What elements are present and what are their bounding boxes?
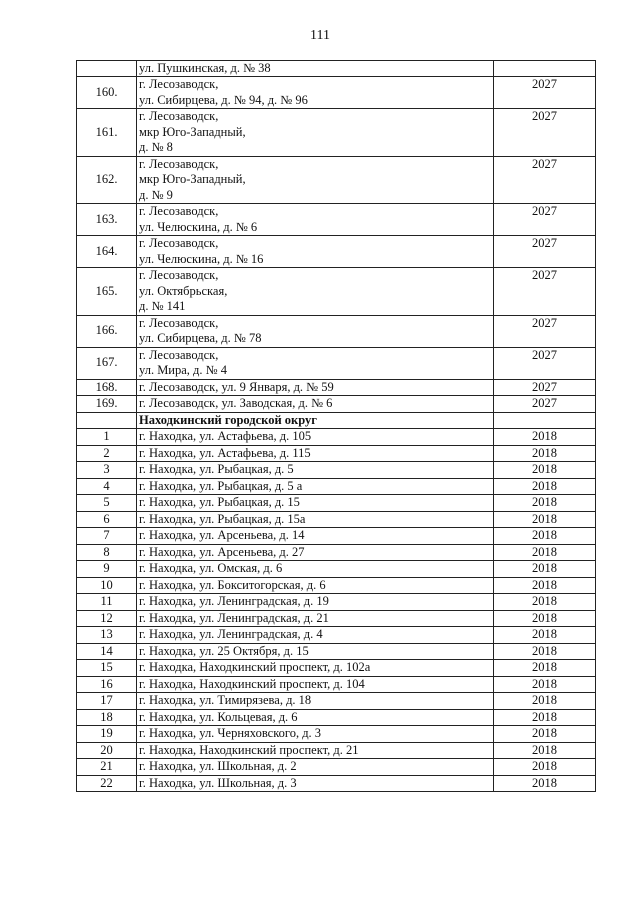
year-cell: 2018 <box>494 726 596 743</box>
table-row <box>77 109 596 157</box>
address-line: г. Находка, ул. Рыбацкая, д. 15а <box>139 511 306 526</box>
row-number-cell: 162. <box>77 156 137 204</box>
address-line: г. Находка, ул. Тимирязева, д. 18 <box>139 693 312 707</box>
year-cell: 2018 <box>494 462 596 479</box>
row-number-cell: 164. <box>77 236 137 268</box>
year-cell: 2027 <box>494 268 596 316</box>
table-row <box>77 495 596 512</box>
section-row <box>77 412 596 429</box>
year-cell: 2027 <box>494 156 596 204</box>
year-cell: 2018 <box>494 445 596 462</box>
year-cell: 2027 <box>494 379 596 396</box>
row-number-cell: 11 <box>77 594 137 611</box>
year-cell: 2018 <box>494 561 596 578</box>
address-cell <box>137 528 494 545</box>
address-line: г. Лесозаводск, <box>139 347 219 362</box>
address-cell <box>137 660 494 677</box>
address-cell <box>137 544 494 561</box>
address-line: г. Лесозаводск, <box>139 204 219 218</box>
table-row <box>77 445 596 462</box>
year-cell: 2027 <box>494 315 596 347</box>
address-cell <box>137 236 494 268</box>
table-row <box>77 396 596 413</box>
page-number: 111 <box>310 28 330 43</box>
year-cell: 2018 <box>494 495 596 512</box>
table-row <box>77 561 596 578</box>
address-cell <box>137 478 494 495</box>
row-number-cell: 161. <box>77 109 137 157</box>
address-line: ул. Пушкинская, д. № 38 <box>139 61 271 75</box>
address-cell <box>137 775 494 792</box>
year-cell <box>494 412 596 429</box>
row-number-cell: 15 <box>77 660 137 677</box>
table-row <box>77 236 596 268</box>
year-cell: 2018 <box>494 627 596 644</box>
table-row <box>77 577 596 594</box>
address-line: г. Лесозаводск, <box>139 315 219 330</box>
address-cell <box>137 347 494 379</box>
row-number-cell: 168. <box>77 379 137 396</box>
table-row <box>77 379 596 396</box>
year-cell: 2027 <box>494 347 596 379</box>
address-line: г. Находка, Находкинский проспект, д. 102а <box>139 660 371 674</box>
year-cell: 2018 <box>494 577 596 594</box>
year-cell: 2018 <box>494 544 596 561</box>
address-line: г. Лесозаводск, ул. Заводская, д. № 6 <box>139 396 333 410</box>
row-number-cell: 18 <box>77 709 137 726</box>
year-cell: 2018 <box>494 660 596 677</box>
row-number-cell: 16 <box>77 676 137 693</box>
address-cell <box>137 594 494 611</box>
address-line: г. Находка, Находкинский проспект, д. 104 <box>139 676 365 691</box>
address-cell <box>137 561 494 578</box>
address-line: г. Находка, ул. Арсеньева, д. 27 <box>139 544 305 559</box>
address-line: г. Находка, Находкинский проспект, д. 21 <box>139 742 359 757</box>
year-cell: 2027 <box>494 396 596 413</box>
address-line: ул. Челюскина, д. № 6 <box>139 219 258 234</box>
row-number-cell: 22 <box>77 775 137 792</box>
table-row <box>77 156 596 204</box>
year-cell: 2018 <box>494 709 596 726</box>
table-row <box>77 610 596 627</box>
address-line: г. Находка, ул. Астафьева, д. 115 <box>139 445 311 460</box>
year-cell: 2018 <box>494 511 596 528</box>
year-cell: 2018 <box>494 594 596 611</box>
address-line: ул. Челюскина, д. № 16 <box>139 251 264 266</box>
year-cell: 2018 <box>494 759 596 776</box>
table-row <box>77 759 596 776</box>
row-number-cell: 13 <box>77 627 137 644</box>
table-row <box>77 511 596 528</box>
address-cell <box>137 156 494 204</box>
address-line: ул. Сибирцева, д. № 94, д. № 96 <box>139 92 308 107</box>
year-cell: 2018 <box>494 775 596 792</box>
table-row <box>77 627 596 644</box>
table-row <box>77 544 596 561</box>
row-number-cell: 2 <box>77 445 137 462</box>
row-number-cell: 3 <box>77 462 137 479</box>
address-cell <box>137 742 494 759</box>
address-line: г. Находка, ул. Арсеньева, д. 14 <box>139 528 305 542</box>
row-number-cell: 5 <box>77 495 137 512</box>
address-cell <box>137 495 494 512</box>
address-cell <box>137 643 494 660</box>
table-row <box>77 77 596 109</box>
row-number-cell: 6 <box>77 511 137 528</box>
row-number-cell <box>77 412 137 429</box>
table-row <box>77 429 596 446</box>
address-line: г. Находка, ул. Рыбацкая, д. 5 <box>139 462 294 476</box>
table-row <box>77 594 596 611</box>
address-line: г. Находка, ул. 25 Октября, д. 15 <box>139 643 309 658</box>
year-cell: 2018 <box>494 429 596 446</box>
address-line: г. Лесозаводск, <box>139 236 219 250</box>
row-number-cell: 14 <box>77 643 137 660</box>
row-number-cell: 167. <box>77 347 137 379</box>
address-line: ул. Октябрьская, <box>139 283 228 298</box>
address-line: г. Лесозаводск, <box>139 109 219 123</box>
row-number-cell: 160. <box>77 77 137 109</box>
address-line: г. Находка, ул. Школьная, д. 3 <box>139 775 297 790</box>
year-cell: 2018 <box>494 528 596 545</box>
table-row <box>77 478 596 495</box>
table-row <box>77 742 596 759</box>
row-number-cell: 17 <box>77 693 137 710</box>
address-cell <box>137 445 494 462</box>
address-cell <box>137 109 494 157</box>
address-line: г. Находка, ул. Кольцевая, д. 6 <box>139 709 298 724</box>
address-line: г. Лесозаводск, <box>139 156 219 171</box>
row-number-cell: 10 <box>77 577 137 594</box>
address-cell <box>137 429 494 446</box>
address-cell <box>137 693 494 710</box>
table-row <box>77 462 596 479</box>
row-number-cell: 8 <box>77 544 137 561</box>
row-number-cell: 12 <box>77 610 137 627</box>
row-number-cell: 1 <box>77 429 137 446</box>
address-cell <box>137 610 494 627</box>
address-line: ул. Мира, д. № 4 <box>139 363 227 377</box>
address-line: д. № 141 <box>139 299 186 313</box>
address-cell <box>137 759 494 776</box>
address-line: г. Находка, ул. Рыбацкая, д. 5 а <box>139 478 303 493</box>
address-line: г. Находка, ул. Омская, д. 6 <box>139 561 283 575</box>
row-number-cell: 4 <box>77 478 137 495</box>
address-cell <box>137 379 494 396</box>
address-line: г. Лесозаводск, <box>139 268 219 282</box>
row-number-cell: 9 <box>77 561 137 578</box>
row-number-cell: 21 <box>77 759 137 776</box>
row-number-cell: 7 <box>77 528 137 545</box>
row-number-cell: 169. <box>77 396 137 413</box>
table-row <box>77 643 596 660</box>
address-cell <box>137 61 494 77</box>
address-line: г. Находка, ул. Бокситогорская, д. 6 <box>139 577 326 592</box>
address-line: г. Находка, ул. Астафьева, д. 105 <box>139 429 312 443</box>
section-title: Находкинский городской округ <box>137 412 494 429</box>
row-number-cell: 166. <box>77 315 137 347</box>
year-cell: 2027 <box>494 204 596 236</box>
address-cell <box>137 577 494 594</box>
table-row <box>77 775 596 792</box>
address-cell <box>137 709 494 726</box>
table-row <box>77 528 596 545</box>
table-row <box>77 693 596 710</box>
address-line: г. Лесозаводск, ул. 9 Января, д. № 59 <box>139 379 334 394</box>
table-row <box>77 268 596 316</box>
address-cell <box>137 204 494 236</box>
address-cell <box>137 627 494 644</box>
address-line: г. Находка, ул. Школьная, д. 2 <box>139 759 297 773</box>
year-cell: 2018 <box>494 676 596 693</box>
year-cell: 2027 <box>494 236 596 268</box>
address-cell <box>137 511 494 528</box>
year-cell: 2018 <box>494 478 596 495</box>
address-cell <box>137 315 494 347</box>
address-line: г. Находка, ул. Рыбацкая, д. 15 <box>139 495 300 509</box>
address-line: мкр Юго-Западный, <box>139 124 246 139</box>
table-row <box>77 709 596 726</box>
table-row <box>77 660 596 677</box>
row-number-cell: 163. <box>77 204 137 236</box>
table-row <box>77 315 596 347</box>
row-number-cell <box>77 61 137 77</box>
address-line: г. Находка, ул. Ленинградская, д. 4 <box>139 627 323 641</box>
address-cell <box>137 726 494 743</box>
program-table-body <box>77 61 596 792</box>
year-cell: 2018 <box>494 693 596 710</box>
address-line: д. № 9 <box>139 187 173 202</box>
address-cell <box>137 77 494 109</box>
table-row <box>77 726 596 743</box>
row-number-cell: 20 <box>77 742 137 759</box>
address-cell <box>137 268 494 316</box>
address-line: г. Находка, ул. Черняховского, д. 3 <box>139 726 322 740</box>
address-line: г. Находка, ул. Ленинградская, д. 21 <box>139 610 329 625</box>
address-line: г. Лесозаводск, <box>139 77 219 91</box>
address-line: д. № 8 <box>139 140 173 154</box>
table-row <box>77 204 596 236</box>
address-line: г. Находка, ул. Ленинградская, д. 19 <box>139 594 329 608</box>
program-table <box>76 60 596 792</box>
row-number-cell: 165. <box>77 268 137 316</box>
row-number-cell: 19 <box>77 726 137 743</box>
address-line: ул. Сибирцева, д. № 78 <box>139 331 262 345</box>
year-cell: 2018 <box>494 643 596 660</box>
table-row <box>77 676 596 693</box>
table-row <box>77 61 596 77</box>
year-cell: 2027 <box>494 77 596 109</box>
year-cell: 2018 <box>494 742 596 759</box>
address-cell <box>137 396 494 413</box>
table-row <box>77 347 596 379</box>
address-cell <box>137 462 494 479</box>
address-line: мкр Юго-Западный, <box>139 172 246 186</box>
year-cell: 2027 <box>494 109 596 157</box>
year-cell <box>494 61 596 77</box>
year-cell: 2018 <box>494 610 596 627</box>
address-cell <box>137 676 494 693</box>
